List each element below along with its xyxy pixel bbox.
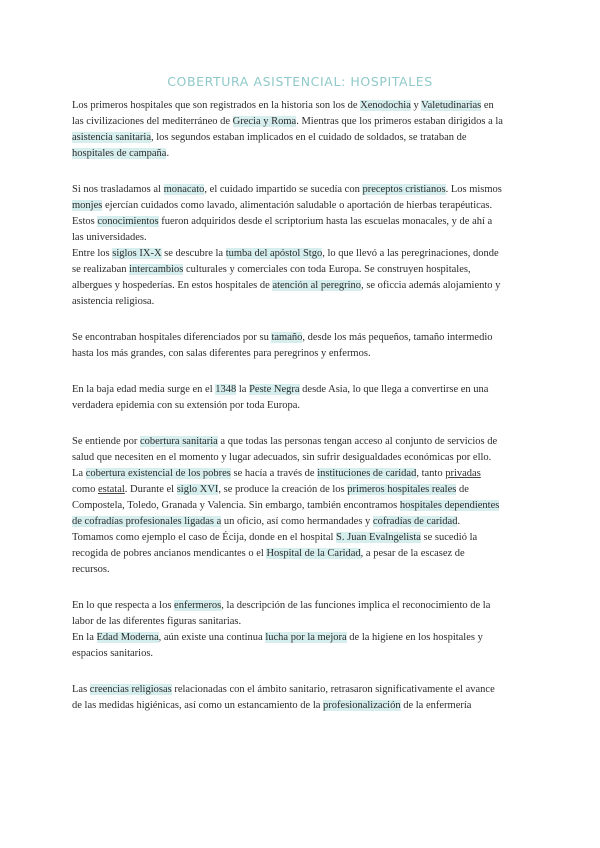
text-line (72, 630, 528, 646)
text-segment: Si nos trasladamos al (72, 184, 164, 195)
text-segment: , se produce la creación de los (218, 484, 348, 495)
text-segment: recursos. (72, 564, 110, 575)
paragraph-5 (72, 434, 528, 578)
text-line (72, 434, 528, 450)
text-segment: La (72, 468, 86, 479)
text-segment: la (236, 384, 250, 395)
text-line (72, 330, 528, 346)
underlined-term: estatal (97, 484, 125, 495)
text-segment: , aún existe una continua (158, 632, 266, 643)
text-segment: de la enfermería (400, 700, 472, 711)
text-segment: las universidades. (72, 232, 147, 243)
text-segment: un oficio, así como hermandades y (221, 516, 373, 527)
text-line (72, 682, 528, 698)
text-segment: labor de las diferentes figuras sanitarias. (72, 616, 242, 627)
text-line (72, 530, 528, 546)
highlighted-term: creencias religiosas (89, 684, 172, 695)
highlighted-term: tumba del apóstol Stgo (225, 248, 323, 259)
text-segment: En lo que respecta a los (72, 600, 175, 611)
underlined-term: privadas (445, 468, 481, 479)
text-line (72, 546, 528, 562)
highlighted-term: cobertura existencial de los pobres (85, 468, 231, 479)
text-segment: hasta los más grandes, con salas diferentes para peregrinos y enfermos. (72, 348, 371, 359)
text-line (72, 98, 528, 114)
text-segment: En la baja edad media surge en el (72, 384, 216, 395)
paragraph-3 (72, 330, 528, 362)
paragraph-1 (72, 98, 528, 162)
text-line (72, 598, 528, 614)
highlighted-term: Valetudinarias (421, 100, 482, 111)
paragraph-4 (72, 382, 528, 414)
text-line (72, 198, 528, 214)
highlighted-term: siglo XVI (176, 484, 219, 495)
text-segment: Estos (72, 216, 98, 227)
text-line (72, 514, 528, 530)
text-line (72, 466, 528, 482)
text-line (72, 562, 528, 578)
highlighted-term: conocimientos (97, 216, 159, 227)
text-line (72, 230, 528, 246)
text-segment: Compostela, Toledo, Granada y Valencia. Sin embargo, también encontramos (72, 500, 400, 511)
text-segment: , los segundos estaban implicados en el cuidado de soldados, se trataban de (151, 132, 467, 143)
highlighted-term: primeros hospitales reales (347, 484, 457, 495)
highlighted-term: cofradías de caridad (372, 516, 458, 527)
highlighted-term: lucha por la mejora (265, 632, 347, 643)
text-segment: , desde los más pequeños, tamaño intermedio (302, 332, 493, 343)
text-line (72, 114, 528, 130)
highlighted-term: monjes (72, 200, 103, 211)
highlighted-term: preceptos cristianos (362, 184, 446, 195)
text-segment: . Los mismos (445, 184, 502, 195)
text-segment: se realizaban (72, 264, 130, 275)
text-segment: Los primeros hospitales que son registrados en la historia son los de (72, 100, 361, 111)
text-segment: de (456, 484, 469, 495)
text-line (72, 382, 528, 398)
text-segment: . Mientras que los primeros estaban dirigidos a la (296, 116, 503, 127)
highlighted-term: Edad Moderna (96, 632, 159, 643)
text-segment: , la descripción de las funciones implica el reconocimiento de la (221, 600, 491, 611)
text-line (72, 346, 528, 362)
document-body (72, 98, 528, 734)
text-segment: verdadera epidemia con su extensión por toda Europa. (72, 400, 301, 411)
text-segment: relacionadas con el ámbito sanitario, retrasaron significativamente el avance (171, 684, 495, 695)
highlighted-term: 1348 (215, 384, 237, 395)
text-segment: como (72, 484, 98, 495)
highlighted-term: intercambios (129, 264, 184, 275)
text-segment: se hacía a través de (230, 468, 318, 479)
text-segment: fueron adquiridos desde el scriptorium hasta las escuelas monacales, y de ahí a (158, 216, 493, 227)
highlighted-term: monacato (163, 184, 205, 195)
paragraph-2 (72, 182, 528, 310)
text-segment: Tomamos como ejemplo el caso de Écija, donde en el hospital (72, 532, 337, 543)
text-segment: se descubre la (161, 248, 226, 259)
text-line (72, 698, 528, 714)
paragraph-7 (72, 682, 528, 714)
highlighted-term: hospitales dependientes (399, 500, 500, 511)
text-segment: espacios sanitarios. (72, 648, 154, 659)
text-line (72, 130, 528, 146)
text-segment: . (457, 516, 461, 527)
text-segment: desde Asia, lo que llega a convertirse en una (299, 384, 489, 395)
text-segment: se sucedió la (420, 532, 478, 543)
text-segment: , a pesar de la escasez de (360, 548, 465, 559)
text-line (72, 278, 528, 294)
text-segment: recogida de pobres ancianos mendicantes o el (72, 548, 267, 559)
page-title: COBERTURA ASISTENCIAL: HOSPITALES (167, 74, 433, 89)
text-line (72, 262, 528, 278)
text-segment: asistencia religiosa. (72, 296, 155, 307)
text-segment: las civilizaciones del mediterráneo de (72, 116, 233, 127)
highlighted-term: Peste Negra (249, 384, 300, 395)
paragraph-6 (72, 598, 528, 662)
text-segment: de la higiene en los hospitales y (346, 632, 483, 643)
highlighted-term: asistencia sanitaria (72, 132, 152, 143)
text-line (72, 182, 528, 198)
highlighted-term: enfermeros (174, 600, 222, 611)
text-segment: , el cuidado impartido se sucedía con (204, 184, 363, 195)
text-line (72, 482, 528, 498)
text-line (72, 498, 528, 514)
text-line (72, 450, 528, 466)
highlighted-term: tamaño (271, 332, 303, 343)
text-line (72, 614, 528, 630)
highlighted-term: hospitales de campaña (72, 148, 167, 159)
text-line (72, 646, 528, 662)
text-line (72, 214, 528, 230)
text-segment: Entre los (72, 248, 113, 259)
text-segment: En la (72, 632, 97, 643)
highlighted-term: siglos IX-X (112, 248, 162, 259)
text-segment: Las (72, 684, 90, 695)
text-segment: , tanto (416, 468, 446, 479)
text-segment: de las medidas higiénicas, así como un estancamiento de la (72, 700, 324, 711)
highlighted-term: instituciones de caridad (317, 468, 417, 479)
text-segment: . Durante el (124, 484, 177, 495)
highlighted-term: Xenodochia (360, 100, 411, 111)
text-segment: ejercían cuidados como lavado, alimentación saludable o aportación de hierbas terapéuticas. (102, 200, 493, 211)
text-segment: en (481, 100, 494, 111)
highlighted-term: Grecia y Roma (232, 116, 297, 127)
text-line (72, 146, 528, 162)
text-segment: , se oficcia además alojamiento y (361, 280, 501, 291)
text-segment: y (410, 100, 422, 111)
text-line (72, 294, 528, 310)
highlighted-term: de cofradías profesionales ligadas a (72, 516, 222, 527)
text-segment: . (166, 148, 170, 159)
text-segment: albergues y hospederías. En estos hospitales de (72, 280, 273, 291)
highlighted-term: Hospital de la Caridad (266, 548, 361, 559)
text-segment: Se encontraban hospitales diferenciados por su (72, 332, 272, 343)
highlighted-term: cobertura sanitaria (139, 436, 218, 447)
text-segment: culturales y comerciales con toda Europa. Se construyen hospitales, (183, 264, 471, 275)
text-segment: , lo que llevó a las peregrinaciones, donde (322, 248, 499, 259)
text-segment: Se entiende por (72, 436, 140, 447)
text-line (72, 246, 528, 262)
highlighted-term: profesionalización (323, 700, 401, 711)
text-segment: a que todas las personas tengan acceso al conjunto de servicios de (217, 436, 498, 447)
highlighted-term: atención al peregrino (272, 280, 362, 291)
text-segment: salud que necesiten en el momento y lugar adecuados, sin sufrir desigualdades económicas por ello. (72, 452, 492, 463)
text-line (72, 398, 528, 414)
highlighted-term: S. Juan Evalngelista (336, 532, 421, 543)
